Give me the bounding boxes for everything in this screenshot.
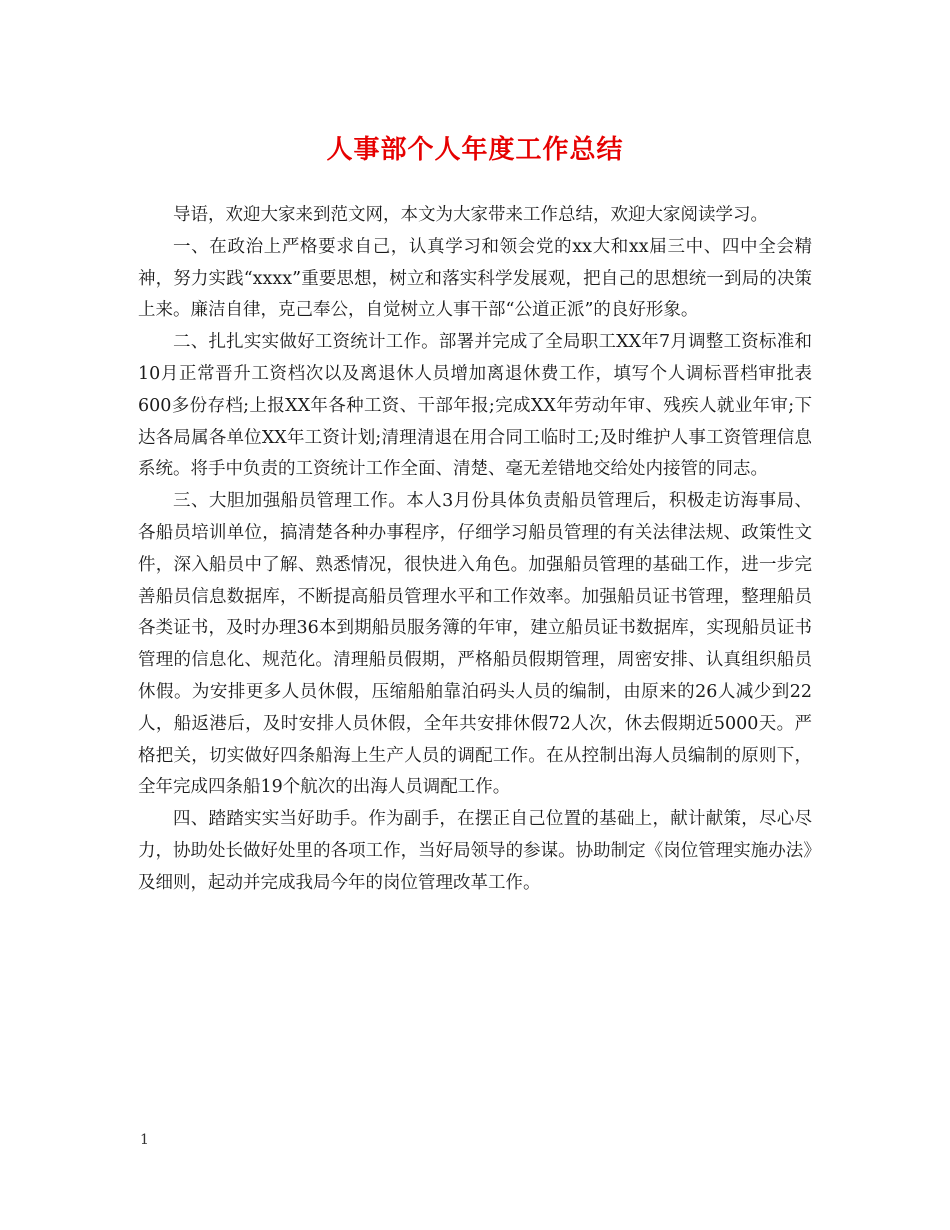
paragraph-section-3: 三、大胆加强船员管理工作。本人3月份具体负责船员管理后，积极走访海事局、各船员培训单位，搞清楚各种办事程序，仔细学习船员管理的有关法律法规、政策性文件，深入船员中了解、熟悉情况，很快进入角色。加强船员管理的基础工作，进一步完善船员信息数据库，不断提高船员管理水平和工作效率。加强船员证书管理，整理船员各类证书，及时办理36本到期船员服务簿的年审，建立船员证书数据库，实现船员证书管理的信息化、规范化。清理船员假期，严格船员假期管理，周密安排、认真组织船员休假。为安排更多人员休假，压缩船舶靠泊码头人员的编制，由原来的26人减少到22人，船返港后，及时安排人员休假，全年共安排休假72人次，休去假期近5000天。严格把关，切实做好四条船海上生产人员的调配工作。在从控制出海人员编制的原则下，全年完成四条船19个航次的出海人员调配工作。 <box>138 491 812 798</box>
document-title: 人事部个人年度工作总结 <box>326 135 624 165</box>
document-body <box>138 200 812 900</box>
page-number: 1 <box>140 1132 149 1148</box>
paragraph-section-2: 二、扎扎实实做好工资统计工作。部署并完成了全局职工XX年7月调整工资标准和10月正常晋升工资档次以及离退休人员增加离退休费工作，填写个人调标晋档审批表600多份存档;上报XX年各种工资、干部年报;完成XX年劳动年审、残疾人就业年审;下达各局属各单位XX年工资计划;清理清退在用合同工临时工;及时维护人事工资管理信息系统。将手中负责的工资统计工作全面、清楚、毫无差错地交给处内接管的同志。 <box>138 332 812 480</box>
paragraph-section-1: 一、在政治上严格要求自己，认真学习和领会党的xx大和xx届三中、四中全会精神，努力实践“xxxx”重要思想，树立和落实科学发展观，把自己的思想统一到局的决策上来。廉洁自律，克己奉公，自觉树立人事干部“公道正派”的良好形象。 <box>138 236 812 321</box>
paragraph-intro: 导语，欢迎大家来到范文网，本文为大家带来工作总结，欢迎大家阅读学习。 <box>173 205 768 225</box>
paragraph-section-4: 四、踏踏实实当好助手。作为副手，在摆正自己位置的基础上，献计献策，尽心尽力，协助处长做好处里的各项工作，当好局领导的参谋。协助制定《岗位管理实施办法》及细则，起动并完成我局今年的岗位管理改革工作。 <box>138 809 812 893</box>
